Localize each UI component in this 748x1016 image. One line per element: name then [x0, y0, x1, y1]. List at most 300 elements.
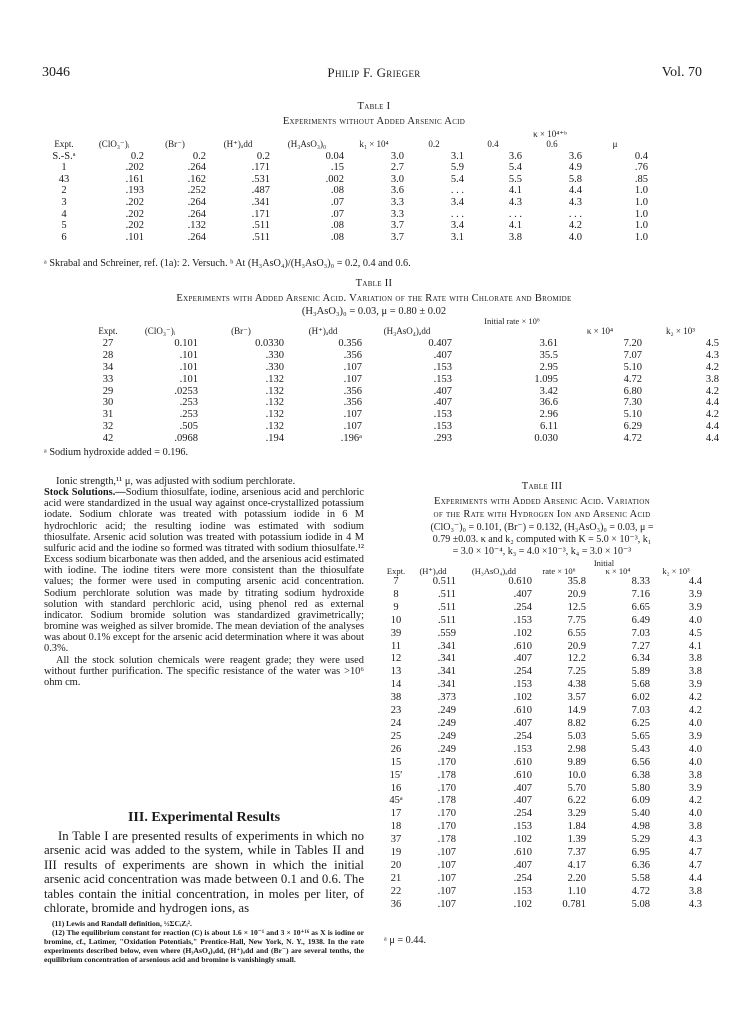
row-label: 15′	[389, 769, 403, 781]
table-cell: 3.7	[390, 231, 404, 243]
table-cell: . . .	[568, 208, 582, 220]
table-cell: .102	[513, 692, 532, 704]
table-cell: 5.10	[623, 361, 642, 373]
table-cell: 4.0	[688, 808, 702, 820]
column-header: 0.4	[487, 139, 499, 149]
table-cell: 6.09	[631, 795, 650, 807]
table-cell: 4.72	[623, 373, 642, 385]
table-cell: .107	[343, 361, 362, 373]
table-cell: .610	[513, 847, 532, 859]
table3-params-line2: 0.79 ±0.03. κ and k₂ computed with K = 5.0 × 10⁻³, k₁	[432, 534, 652, 545]
row-label: 34	[102, 361, 114, 373]
table-cell: .132	[265, 373, 284, 385]
table-row	[382, 847, 702, 860]
table-cell: 6.49	[631, 614, 650, 626]
table-cell: 1.0	[634, 220, 648, 232]
table-cell: .407	[433, 349, 452, 361]
table-cell: 6.95	[631, 847, 650, 859]
column-header: (H⁺)ₐdd	[308, 326, 338, 336]
table-cell: .153	[513, 679, 532, 691]
stock-solutions-paragraph	[44, 487, 364, 654]
table-cell: 3.0	[390, 150, 404, 162]
table-cell: .407	[513, 588, 532, 600]
table-cell: .511	[438, 601, 456, 613]
table-cell: .341	[437, 666, 456, 678]
table-cell: 3.9	[688, 730, 702, 742]
table2	[94, 326, 719, 445]
table-cell: 6.34	[631, 653, 650, 665]
column-header: μ	[612, 139, 618, 149]
table-row	[94, 397, 719, 409]
table-cell: .170	[437, 821, 456, 833]
table-cell: 4.0	[688, 717, 702, 729]
table3-label: Table III	[521, 481, 563, 492]
table-cell: .407	[513, 717, 532, 729]
footnote-11: (11) Lewis and Randall definition, ½ΣCᵢZᵢ².	[52, 919, 192, 928]
row-label: 33	[102, 373, 114, 385]
table-row	[382, 641, 702, 654]
table-cell: .249	[437, 743, 456, 755]
row-label: 23	[390, 705, 402, 717]
table-cell: 4.1	[508, 185, 522, 197]
table-cell: .153	[513, 821, 532, 833]
table3-params-line3: = 3.0 × 10⁻⁴, k₃ = 4.0 ×10⁻³, k₄ = 3.0 × 10⁻³	[452, 546, 632, 557]
table-row	[94, 350, 719, 362]
table-cell: 0.0330	[255, 337, 284, 349]
table-cell: 5.29	[631, 834, 650, 846]
column-header: (H₃AsO₃)₀	[287, 139, 327, 149]
table-cell: .511	[438, 588, 456, 600]
table-cell: .341	[437, 653, 456, 665]
table-cell: 5.80	[631, 782, 650, 794]
table-cell: 3.9	[688, 679, 702, 691]
table-cell: .132	[265, 409, 284, 421]
table-cell: .407	[513, 795, 532, 807]
row-label: 3	[61, 196, 67, 208]
table-cell: 3.7	[390, 220, 404, 232]
table3-initial-label: Initial	[593, 558, 615, 568]
column-header: 0.2	[428, 139, 440, 149]
table-cell: .254	[513, 872, 532, 884]
table-cell: .330	[265, 349, 284, 361]
table-cell: 4.1	[688, 640, 702, 652]
table-cell: 5.89	[631, 666, 650, 678]
table-cell: 4.4	[705, 433, 719, 445]
table-cell: .07	[330, 208, 344, 220]
table-cell: .170	[437, 756, 456, 768]
table-cell: 36.6	[539, 397, 558, 409]
table-cell: .76	[634, 162, 648, 174]
table-cell: 35.8	[567, 576, 586, 587]
table-cell: 5.10	[623, 409, 642, 421]
table-cell: 5.68	[631, 679, 650, 691]
table-cell: .373	[437, 692, 456, 704]
row-label: 26	[390, 743, 402, 755]
table-cell: 12.5	[567, 601, 586, 613]
table-cell: 4.2	[705, 361, 719, 373]
table3-caption-line2: of the Rate with Hydrogen Ion and Arsenic Acid	[433, 509, 651, 520]
table-cell: 8.82	[567, 717, 586, 729]
table-cell: 20.9	[567, 588, 586, 600]
table-cell: 4.1	[508, 220, 522, 232]
table-row	[382, 744, 702, 757]
table2-caption: Experiments with Added Arsenic Acid. Variation of the Rate with Chlorate and Bromide	[176, 293, 572, 304]
table-cell: 2.95	[539, 361, 558, 373]
table-row	[382, 666, 702, 679]
table-cell: .0968	[174, 433, 198, 445]
row-label: 36	[390, 898, 402, 910]
table-cell: .341	[437, 640, 456, 652]
table-cell: 6.38	[631, 769, 650, 781]
table-cell: 4.4	[705, 397, 719, 409]
table-cell: .101	[179, 361, 198, 373]
footnote-12: (12) The equilibrium constant for reaction (C) is about 1.6 × 10⁻¹ and 3 × 10⁺¹⁶ as X is iodine or bromine, cf., Latimer, "Oxidation Potentials," Prentice-Hall, New York, N. Y., 1938. In the rate experiments described below, even where (H₃AsO₄)ₐdd, (H⁺)ₐdd and (Br⁻) are several tenths, the equilibrium concentration of arsenious acid and bromine is vanishingly small.	[44, 927, 364, 964]
table-cell: .107	[437, 885, 456, 897]
footnotes	[44, 920, 364, 965]
table-row	[382, 731, 702, 744]
table-cell: .293	[433, 433, 452, 445]
table-row	[382, 783, 702, 796]
table-cell: 3.8	[688, 821, 702, 833]
column-header: (H₃AsO₄)ₐdd	[383, 326, 431, 336]
table-cell: 0.610	[508, 576, 532, 587]
table-row	[382, 718, 702, 731]
ionic-strength-paragraph: Ionic strength,¹¹ μ, was adjusted with sodium perchlorate.	[56, 476, 296, 487]
page-number: 3046	[42, 65, 70, 80]
table-row	[382, 602, 702, 615]
table-cell: 4.5	[688, 627, 702, 639]
table-cell: 3.6	[390, 185, 404, 197]
table-cell: 5.4	[508, 162, 522, 174]
table-cell: 1.0	[634, 231, 648, 243]
row-label: 12	[390, 653, 402, 665]
table-cell: .264	[187, 208, 206, 220]
table-cell: 0.4	[634, 150, 648, 162]
table-row	[382, 653, 702, 666]
table-cell: .253	[179, 397, 198, 409]
table-cell: .07	[330, 196, 344, 208]
running-author: Philip F. Grieger	[327, 65, 421, 80]
table-cell: .171	[251, 162, 270, 174]
row-label: 30	[102, 397, 114, 409]
table-cell: 4.17	[567, 859, 586, 871]
row-label: 11	[390, 640, 402, 652]
table-cell: 7.75	[567, 614, 586, 626]
table2-rate-header: Initial rate × 10⁶	[484, 316, 540, 326]
row-label: 42	[102, 433, 114, 445]
table-cell: 3.9	[688, 601, 702, 613]
table-cell: 4.9	[568, 162, 582, 174]
table-cell: 4.4	[705, 421, 719, 433]
table-cell: .178	[437, 834, 456, 846]
table-cell: .341	[437, 679, 456, 691]
table-cell: 4.3	[568, 196, 582, 208]
table-cell: .102	[513, 627, 532, 639]
table-cell: .132	[187, 220, 206, 232]
table-cell: .161	[125, 173, 144, 185]
table-row	[44, 185, 648, 197]
table-cell: .249	[437, 717, 456, 729]
row-label: 8	[393, 588, 399, 600]
table-cell: 4.2	[705, 409, 719, 421]
table-cell: .178	[437, 795, 456, 807]
table1-caption: Experiments without Added Arsenic Acid	[282, 116, 466, 127]
table-row	[382, 899, 702, 912]
table-cell: .153	[513, 743, 532, 755]
table-cell: .254	[513, 601, 532, 613]
table-cell: 5.58	[631, 872, 650, 884]
table-cell: .107	[437, 898, 456, 910]
table-cell: 4.3	[508, 196, 522, 208]
table-cell: 3.9	[688, 588, 702, 600]
table-cell: 4.4	[688, 872, 702, 884]
table-cell: 3.8	[508, 231, 522, 243]
table-row	[94, 362, 719, 374]
table-cell: .170	[437, 808, 456, 820]
table-cell: .407	[513, 859, 532, 871]
table-cell: 3.8	[688, 885, 702, 897]
row-label: 10	[390, 614, 402, 626]
table-cell: 4.7	[688, 847, 702, 859]
stock-solutions-text: Sodium thiosulfate, iodine, arsenious acid and perchloric acid were standardized in the usual way against once-crystallized potassium iodate. Sodium chlorate was treated with potassium iodide in 6 M hydrochloric acid; the resulting iodine was estimated with sodium thiosulfate. Arsenic acid solution was treated with potassium iodide in 4 M sulfuric acid and the iodine so formed was titrated with sodium thiosulfate.¹² Excess sodium bicarbonate was then added, and the arsenious acid estimated with iodine. The iodine titers were more consistent than the thiosulfate values; the former were used in computing arsenic acid concentration. Sodium perchlorate solution was made by titrating sodium hydroxide solution with standard perchloric acid, using phenol red as external indicator. Sodium bromide solution was standardized gravimetrically; bromine was weighed as silver bromide. The mean deviation of the analyses was about 0.1% except for the arsenic acid determination where it was about 0.3%.	[44, 487, 364, 655]
table-cell: 6.22	[567, 795, 586, 807]
table-cell: 3.3	[390, 208, 404, 220]
row-label: S.-S.ᵃ	[52, 150, 76, 162]
table-cell: 20.9	[567, 640, 586, 652]
experimental-text	[44, 476, 364, 688]
column-header: κ × 10⁴	[605, 566, 631, 576]
table-cell: 3.4	[450, 196, 464, 208]
table-cell: 5.9	[450, 162, 464, 174]
table-row	[382, 808, 702, 821]
table-cell: 3.8	[705, 373, 719, 385]
table-cell: .153	[513, 885, 532, 897]
table-row	[94, 409, 719, 421]
table-cell: .341	[251, 196, 270, 208]
table-cell: 3.8	[688, 666, 702, 678]
table-cell: .171	[251, 208, 270, 220]
table-cell: .132	[265, 397, 284, 409]
volume-label: Vol. 70	[661, 65, 702, 80]
table-cell: 0.356	[338, 337, 362, 349]
row-label: 6	[61, 231, 67, 243]
table-cell: 7.03	[631, 705, 650, 717]
table-cell: .178	[437, 769, 456, 781]
table-cell: 3.57	[567, 692, 586, 704]
table-cell: 6.11	[540, 421, 558, 433]
column-header: Expt.	[54, 139, 74, 149]
table-cell: 9.89	[567, 756, 586, 768]
table-cell: 1.84	[567, 821, 586, 833]
table-cell: 6.55	[567, 627, 586, 639]
table-cell: .330	[265, 361, 284, 373]
table-cell: 4.3	[688, 898, 702, 910]
column-header: (H⁺)ₐdd	[223, 139, 253, 149]
table-cell: 35.5	[539, 349, 558, 361]
table-cell: 7.07	[623, 349, 642, 361]
table-cell: 6.65	[631, 601, 650, 613]
table-cell: .202	[125, 220, 144, 232]
table3	[382, 566, 702, 912]
table3-params-line1: (ClO₃⁻)₀ = 0.101, (Br⁻) = 0.132, (H₃AsO₃)₀ = 0.03, μ =	[430, 522, 654, 533]
table-row	[94, 433, 719, 445]
table-row	[382, 692, 702, 705]
table-cell: .101	[125, 231, 144, 243]
table-row	[94, 386, 719, 398]
table-row	[382, 770, 702, 783]
table-row	[44, 197, 648, 209]
table-cell: .107	[437, 859, 456, 871]
table-cell: .407	[433, 385, 452, 397]
table-cell: 4.2	[688, 705, 702, 717]
table-cell: .107	[437, 847, 456, 859]
table-row	[382, 886, 702, 899]
table-cell: 5.65	[631, 730, 650, 742]
table-cell: .505	[179, 421, 198, 433]
table-cell: .002	[325, 173, 344, 185]
table-cell: 7.16	[631, 588, 650, 600]
table-cell: 3.8	[688, 769, 702, 781]
table-cell: 1.095	[534, 373, 558, 385]
table-cell: 1.0	[634, 185, 648, 197]
table-cell: 6.29	[623, 421, 642, 433]
row-label: 21	[390, 872, 402, 884]
table-cell: 3.1	[450, 150, 464, 162]
table-cell: 5.5	[508, 173, 522, 185]
table-cell: 1.0	[634, 196, 648, 208]
table2-subcaption: (H₃AsO₃)₀ = 0.03, μ = 0.80 ± 0.02	[301, 306, 447, 317]
table-cell: .249	[437, 705, 456, 717]
row-label: 14	[390, 679, 402, 691]
table-cell: 3.9	[688, 782, 702, 794]
table-cell: .153	[433, 421, 452, 433]
table-cell: 2.96	[539, 409, 558, 421]
table-cell: 4.2	[688, 692, 702, 704]
column-header: Expt.	[386, 566, 406, 576]
table-row	[44, 209, 648, 221]
row-label: 2	[61, 185, 67, 197]
row-label: 15	[390, 756, 402, 768]
row-label: 37	[390, 834, 402, 846]
table-row	[382, 873, 702, 886]
chemicals-paragraph: All the stock solution chemicals were reagent grade; they were used without further purification. The specific resistance of the water was >10⁶ ohm cm.	[44, 654, 364, 688]
table-cell: 6.36	[631, 859, 650, 871]
table-cell: 4.3	[705, 349, 719, 361]
table-cell: . . .	[508, 208, 522, 220]
table-cell: .162	[187, 173, 206, 185]
table-cell: 2.20	[567, 872, 586, 884]
table-cell: 4.3	[688, 834, 702, 846]
table-cell: .85	[634, 173, 648, 185]
row-label: 27	[102, 337, 114, 349]
row-label: 13	[390, 666, 402, 678]
table-cell: .264	[187, 231, 206, 243]
table-row	[94, 374, 719, 386]
table-cell: 4.0	[688, 756, 702, 768]
table-cell: 0.781	[562, 898, 586, 910]
table-cell: 3.61	[539, 337, 558, 349]
table2-footnote: ᵃ Sodium hydroxide added = 0.196.	[44, 447, 189, 458]
table-cell: .102	[513, 898, 532, 910]
table-cell: .511	[252, 220, 270, 232]
table-cell: .0253	[174, 385, 198, 397]
table-cell: 6.80	[623, 385, 642, 397]
table-row	[382, 834, 702, 847]
table-cell: 7.03	[631, 627, 650, 639]
row-label: 17	[390, 808, 402, 820]
table1-label: Table I	[357, 101, 391, 112]
table-cell: 8.33	[631, 576, 650, 587]
table-cell: .531	[251, 173, 270, 185]
table-row	[44, 151, 648, 163]
table2-label: Table II	[355, 278, 393, 289]
stock-solutions-heading: Stock Solutions.—	[44, 487, 126, 499]
table-cell: .487	[251, 185, 270, 197]
table-cell: .559	[437, 627, 456, 639]
row-label: 19	[390, 847, 402, 859]
table-cell: .202	[125, 208, 144, 220]
table-cell: .101	[179, 373, 198, 385]
table-cell: .202	[125, 162, 144, 174]
table-cell: .253	[179, 409, 198, 421]
table-cell: .356	[343, 349, 362, 361]
table-cell: .356	[343, 397, 362, 409]
table-cell: 4.2	[688, 795, 702, 807]
table-cell: 3.6	[508, 150, 522, 162]
column-header: κ × 10⁴	[586, 326, 614, 336]
table-row	[94, 421, 719, 433]
row-label: 20	[390, 859, 402, 871]
table-cell: . . .	[450, 208, 464, 220]
table-cell: 3.1	[450, 231, 464, 243]
row-label: 9	[393, 601, 399, 613]
table-cell: 3.8	[688, 653, 702, 665]
table-cell: 2.7	[390, 162, 404, 174]
table-cell: .107	[343, 421, 362, 433]
table-cell: .610	[513, 756, 532, 768]
row-label: 39	[390, 627, 402, 639]
table-cell: 0.407	[428, 337, 452, 349]
table-cell: .08	[330, 185, 344, 197]
table3-caption-line1: Experiments with Added Arsenic Acid. Variation	[433, 496, 651, 507]
table1-kappa-header: κ × 10⁴⁺ᵇ	[533, 129, 567, 139]
table-row	[382, 576, 702, 589]
table-cell: .132	[265, 385, 284, 397]
table-cell: 0.030	[534, 433, 558, 445]
table-cell: .407	[513, 653, 532, 665]
table-cell: 5.43	[631, 743, 650, 755]
table-cell: 3.0	[390, 173, 404, 185]
table-cell: 3.29	[567, 808, 586, 820]
table-cell: .132	[265, 421, 284, 433]
row-label: 43	[58, 173, 70, 185]
row-label: 25	[390, 730, 402, 742]
table-cell: .101	[179, 349, 198, 361]
table-cell: 14.9	[567, 705, 586, 717]
table-cell: .153	[513, 614, 532, 626]
table-row	[44, 220, 648, 232]
table-cell: .107	[343, 409, 362, 421]
table-cell: 7.20	[623, 337, 642, 349]
table-cell: 1.0	[634, 208, 648, 220]
table-cell: 0.2	[256, 150, 270, 162]
column-header: k₁ × 10⁴	[359, 139, 389, 149]
row-label: 18	[390, 821, 402, 833]
table-cell: 2.98	[567, 743, 586, 755]
column-header: (H⁺)ₐdd	[419, 566, 447, 576]
table-cell: 4.38	[567, 679, 586, 691]
table-row	[44, 232, 648, 244]
